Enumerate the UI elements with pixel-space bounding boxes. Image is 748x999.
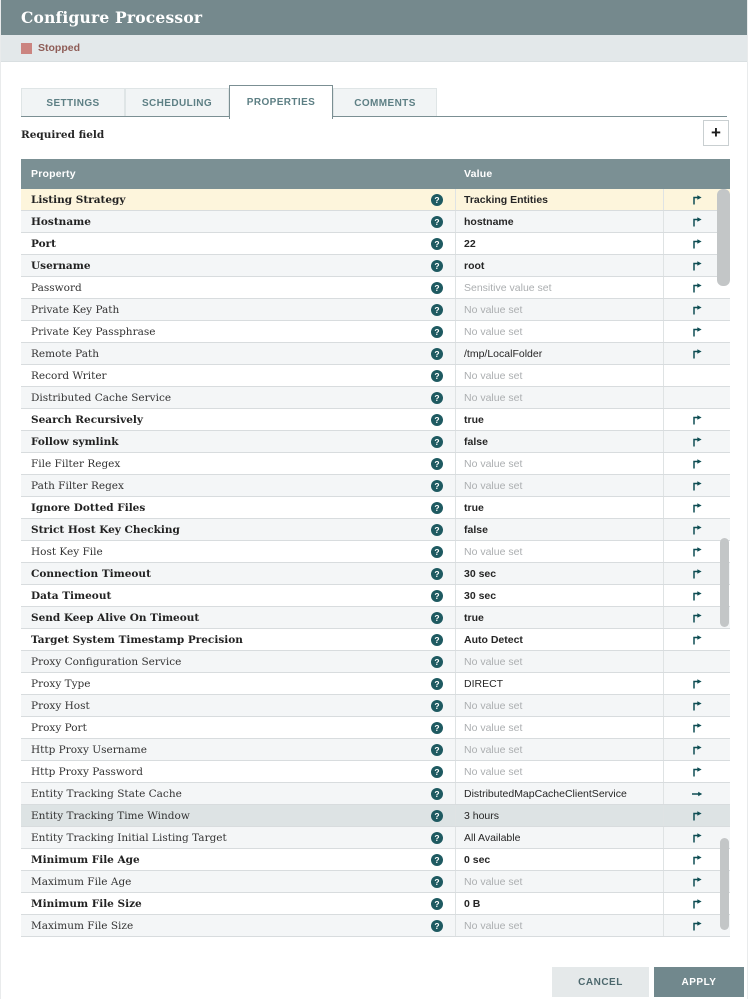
level-up-icon[interactable] <box>691 260 703 272</box>
property-cell <box>21 431 456 452</box>
table-header-row <box>21 159 730 189</box>
property-value[interactable]: 0 B <box>456 893 664 914</box>
property-action-cell <box>664 651 730 672</box>
property-cell <box>21 827 456 848</box>
property-value[interactable]: No value set <box>456 321 664 342</box>
property-action-cell <box>664 717 730 738</box>
help-icon[interactable]: ? <box>431 898 443 910</box>
help-icon[interactable]: ? <box>431 436 443 448</box>
property-value[interactable]: No value set <box>456 541 664 562</box>
dialog-title: Configure Processor <box>21 8 203 27</box>
property-action-cell <box>664 783 730 804</box>
go-to-service-icon[interactable] <box>691 788 703 800</box>
property-action-cell <box>664 475 730 496</box>
property-cell <box>21 739 456 760</box>
table-row[interactable] <box>21 871 730 893</box>
tab-settings[interactable]: SETTINGS <box>21 88 125 117</box>
table-row[interactable] <box>21 255 730 277</box>
table-row[interactable] <box>21 629 730 651</box>
tab-properties[interactable]: PROPERTIES <box>229 85 333 119</box>
table-row[interactable] <box>21 783 730 805</box>
property-cell <box>21 717 456 738</box>
scrollbar-thumb[interactable] <box>720 538 729 627</box>
property-value[interactable]: Tracking Entities <box>456 189 664 210</box>
property-cell <box>21 695 456 716</box>
property-name: Connection Timeout <box>31 567 151 580</box>
property-name: Proxy Configuration Service <box>31 655 182 668</box>
table-row[interactable] <box>21 409 730 431</box>
plus-icon: + <box>711 123 721 142</box>
level-up-icon[interactable] <box>691 414 703 426</box>
property-action-cell <box>664 519 730 540</box>
help-icon[interactable]: ? <box>431 238 443 250</box>
table-row[interactable] <box>21 673 730 695</box>
help-icon[interactable]: ? <box>431 876 443 888</box>
table-row[interactable] <box>21 321 730 343</box>
help-icon[interactable]: ? <box>431 260 443 272</box>
property-name: File Filter Regex <box>31 457 121 470</box>
help-icon[interactable]: ? <box>431 612 443 624</box>
property-name: Entity Tracking Time Window <box>31 809 190 822</box>
property-action-cell <box>664 365 730 386</box>
property-action-cell <box>664 409 730 430</box>
property-value[interactable]: 30 sec <box>456 563 664 584</box>
property-value[interactable]: No value set <box>456 387 664 408</box>
property-value[interactable]: No value set <box>456 651 664 672</box>
property-value[interactable]: 3 hours <box>456 805 664 826</box>
table-row[interactable] <box>21 695 730 717</box>
help-icon[interactable]: ? <box>431 744 443 756</box>
table-row[interactable] <box>21 519 730 541</box>
property-name: Minimum File Age <box>31 853 140 866</box>
dialog-footer <box>552 967 744 997</box>
column-header-value: Value <box>464 168 493 180</box>
table-row[interactable] <box>21 541 730 563</box>
level-up-icon[interactable] <box>691 722 703 734</box>
table-row[interactable] <box>21 277 730 299</box>
help-icon[interactable]: ? <box>431 414 443 426</box>
help-icon[interactable]: ? <box>431 810 443 822</box>
property-cell <box>21 651 456 672</box>
property-name: Entity Tracking State Cache <box>31 787 182 800</box>
help-icon[interactable]: ? <box>431 634 443 646</box>
apply-button[interactable]: APPLY <box>654 967 744 997</box>
property-name: Send Keep Alive On Timeout <box>31 611 200 624</box>
table-row[interactable] <box>21 717 730 739</box>
property-cell <box>21 607 456 628</box>
help-icon[interactable]: ? <box>431 546 443 558</box>
property-cell <box>21 915 456 936</box>
table-row[interactable] <box>21 475 730 497</box>
property-cell <box>21 541 456 562</box>
help-icon[interactable]: ? <box>431 326 443 338</box>
property-value[interactable]: 0 sec <box>456 849 664 870</box>
help-icon[interactable]: ? <box>431 370 443 382</box>
property-action-cell <box>664 343 730 364</box>
level-up-icon[interactable] <box>691 700 703 712</box>
property-action-cell <box>664 321 730 342</box>
property-value[interactable]: Sensitive value set <box>456 277 664 298</box>
property-name: Strict Host Key Checking <box>31 523 180 536</box>
property-cell <box>21 563 456 584</box>
property-cell <box>21 871 456 892</box>
property-value[interactable]: Auto Detect <box>456 629 664 650</box>
property-value[interactable]: true <box>456 497 664 518</box>
table-row[interactable] <box>21 563 730 585</box>
column-header-property: Property <box>31 168 76 180</box>
property-name: Search Recursively <box>31 413 144 426</box>
help-icon[interactable]: ? <box>431 502 443 514</box>
property-name: Username <box>31 259 91 272</box>
property-cell <box>21 805 456 826</box>
tab-bar <box>21 85 727 117</box>
help-icon[interactable]: ? <box>431 678 443 690</box>
table-row[interactable] <box>21 585 730 607</box>
property-value[interactable]: DistributedMapCacheClientService <box>456 783 664 804</box>
property-name: Distributed Cache Service <box>31 391 172 404</box>
table-body <box>21 189 730 937</box>
level-up-icon[interactable] <box>691 436 703 448</box>
help-icon[interactable]: ? <box>431 766 443 778</box>
property-name: Listing Strategy <box>31 193 126 206</box>
property-action-cell <box>664 673 730 694</box>
level-up-icon[interactable] <box>691 238 703 250</box>
table-row[interactable] <box>21 453 730 475</box>
property-cell <box>21 387 456 408</box>
help-icon[interactable]: ? <box>431 700 443 712</box>
properties-table <box>21 159 730 937</box>
level-up-icon[interactable] <box>691 634 703 646</box>
table-row[interactable] <box>21 497 730 519</box>
property-name: Follow symlink <box>31 435 119 448</box>
level-up-icon[interactable] <box>691 216 703 228</box>
property-name: Data Timeout <box>31 589 112 602</box>
level-up-icon[interactable] <box>691 612 703 624</box>
table-row[interactable] <box>21 431 730 453</box>
property-cell <box>21 343 456 364</box>
property-cell <box>21 189 456 210</box>
table-row[interactable] <box>21 893 730 915</box>
property-value[interactable]: false <box>456 519 664 540</box>
level-up-icon[interactable] <box>691 766 703 778</box>
property-cell <box>21 849 456 870</box>
property-cell <box>21 585 456 606</box>
property-value[interactable]: No value set <box>456 717 664 738</box>
property-cell <box>21 321 456 342</box>
table-row[interactable] <box>21 299 730 321</box>
level-up-icon[interactable] <box>691 744 703 756</box>
table-row[interactable] <box>21 739 730 761</box>
level-up-icon[interactable] <box>691 458 703 470</box>
tab-scheduling[interactable]: SCHEDULING <box>125 88 229 117</box>
property-name: Private Key Path <box>31 303 120 316</box>
property-name: Minimum File Size <box>31 897 142 910</box>
help-icon[interactable]: ? <box>431 832 443 844</box>
table-row[interactable] <box>21 189 730 211</box>
help-icon[interactable]: ? <box>431 920 443 932</box>
help-icon[interactable]: ? <box>431 194 443 206</box>
property-cell <box>21 673 456 694</box>
property-value[interactable]: false <box>456 431 664 452</box>
property-value[interactable]: No value set <box>456 475 664 496</box>
property-value[interactable]: No value set <box>456 915 664 936</box>
property-cell <box>21 299 456 320</box>
property-cell <box>21 255 456 276</box>
required-field-label: Required field <box>21 129 105 141</box>
help-icon[interactable]: ? <box>431 568 443 580</box>
property-cell <box>21 761 456 782</box>
dialog-header <box>1 0 747 35</box>
property-name: Maximum File Size <box>31 919 134 932</box>
property-name: Proxy Port <box>31 721 87 734</box>
property-value[interactable]: All Available <box>456 827 664 848</box>
property-cell <box>21 211 456 232</box>
level-up-icon[interactable] <box>691 546 703 558</box>
table-row[interactable] <box>21 343 730 365</box>
help-icon[interactable]: ? <box>431 656 443 668</box>
table-row[interactable] <box>21 211 730 233</box>
table-row[interactable] <box>21 233 730 255</box>
property-cell <box>21 783 456 804</box>
property-name: Remote Path <box>31 347 100 360</box>
property-name: Maximum File Age <box>31 875 132 888</box>
table-row[interactable] <box>21 827 730 849</box>
property-value[interactable]: /tmp/LocalFolder <box>456 343 664 364</box>
property-action-cell <box>664 453 730 474</box>
table-row[interactable] <box>21 915 730 937</box>
property-action-cell <box>664 695 730 716</box>
table-row[interactable] <box>21 651 730 673</box>
help-icon[interactable]: ? <box>431 392 443 404</box>
table-row[interactable] <box>21 365 730 387</box>
level-up-icon[interactable] <box>691 876 703 888</box>
property-cell <box>21 365 456 386</box>
property-name: Ignore Dotted Files <box>31 501 146 514</box>
level-up-icon[interactable] <box>691 480 703 492</box>
property-value[interactable]: No value set <box>456 299 664 320</box>
level-up-icon[interactable] <box>691 678 703 690</box>
property-value[interactable]: No value set <box>456 453 664 474</box>
scrollbar-thumb[interactable] <box>720 838 729 930</box>
property-value[interactable]: true <box>456 607 664 628</box>
scrollbar-thumb[interactable] <box>717 189 730 286</box>
level-up-icon[interactable] <box>691 194 703 206</box>
property-value[interactable]: 30 sec <box>456 585 664 606</box>
property-cell <box>21 519 456 540</box>
add-property-button[interactable] <box>703 120 729 146</box>
property-value[interactable]: No value set <box>456 739 664 760</box>
table-row[interactable] <box>21 805 730 827</box>
property-name: Host Key File <box>31 545 103 558</box>
property-action-cell <box>664 431 730 452</box>
property-name: Hostname <box>31 215 91 228</box>
property-name: Private Key Passphrase <box>31 325 156 338</box>
level-up-icon[interactable] <box>691 326 703 338</box>
property-value[interactable]: hostname <box>456 211 664 232</box>
status-label: Stopped <box>38 42 80 54</box>
property-cell <box>21 893 456 914</box>
property-cell <box>21 409 456 430</box>
property-cell <box>21 629 456 650</box>
property-action-cell <box>664 387 730 408</box>
level-up-icon[interactable] <box>691 348 703 360</box>
help-icon[interactable]: ? <box>431 304 443 316</box>
level-up-icon[interactable] <box>691 282 703 294</box>
level-up-icon[interactable] <box>691 590 703 602</box>
level-up-icon[interactable] <box>691 854 703 866</box>
help-icon[interactable]: ? <box>431 524 443 536</box>
property-name: Record Writer <box>31 369 107 382</box>
tab-comments[interactable]: COMMENTS <box>333 88 437 117</box>
help-icon[interactable]: ? <box>431 216 443 228</box>
property-name: Proxy Type <box>31 677 91 690</box>
property-action-cell <box>664 299 730 320</box>
property-cell <box>21 453 456 474</box>
property-cell <box>21 497 456 518</box>
property-cell <box>21 475 456 496</box>
help-icon[interactable]: ? <box>431 348 443 360</box>
property-name: Entity Tracking Initial Listing Target <box>31 831 227 844</box>
property-name: Http Proxy Password <box>31 765 143 778</box>
level-up-icon[interactable] <box>691 524 703 536</box>
property-value[interactable]: No value set <box>456 871 664 892</box>
table-row[interactable] <box>21 387 730 409</box>
property-action-cell <box>664 497 730 518</box>
property-value[interactable]: root <box>456 255 664 276</box>
property-value[interactable]: No value set <box>456 365 664 386</box>
property-action-cell <box>664 805 730 826</box>
help-icon[interactable]: ? <box>431 854 443 866</box>
property-action-cell <box>664 629 730 650</box>
level-up-icon[interactable] <box>691 568 703 580</box>
property-cell <box>21 233 456 254</box>
property-value[interactable]: DIRECT <box>456 673 664 694</box>
help-icon[interactable]: ? <box>431 458 443 470</box>
table-row[interactable] <box>21 607 730 629</box>
property-value[interactable]: No value set <box>456 761 664 782</box>
property-value[interactable]: true <box>456 409 664 430</box>
property-name: Path Filter Regex <box>31 479 124 492</box>
help-icon[interactable]: ? <box>431 480 443 492</box>
level-up-icon[interactable] <box>691 920 703 932</box>
help-icon[interactable]: ? <box>431 788 443 800</box>
property-action-cell <box>664 761 730 782</box>
level-up-icon[interactable] <box>691 810 703 822</box>
level-up-icon[interactable] <box>691 832 703 844</box>
table-toolbar <box>21 117 727 159</box>
status-bar <box>1 35 747 62</box>
cancel-button[interactable]: CANCEL <box>552 967 649 997</box>
help-icon[interactable]: ? <box>431 722 443 734</box>
stopped-icon <box>21 43 32 54</box>
level-up-icon[interactable] <box>691 502 703 514</box>
property-name: Http Proxy Username <box>31 743 147 756</box>
property-name: Port <box>31 237 56 250</box>
property-value[interactable]: 22 <box>456 233 664 254</box>
level-up-icon[interactable] <box>691 304 703 316</box>
level-up-icon[interactable] <box>691 898 703 910</box>
help-icon[interactable]: ? <box>431 282 443 294</box>
property-name: Proxy Host <box>31 699 90 712</box>
property-name: Target System Timestamp Precision <box>31 633 243 646</box>
property-cell <box>21 277 456 298</box>
property-action-cell <box>664 739 730 760</box>
table-row[interactable] <box>21 849 730 871</box>
help-icon[interactable]: ? <box>431 590 443 602</box>
property-value[interactable]: No value set <box>456 695 664 716</box>
table-row[interactable] <box>21 761 730 783</box>
property-name: Password <box>31 281 82 294</box>
